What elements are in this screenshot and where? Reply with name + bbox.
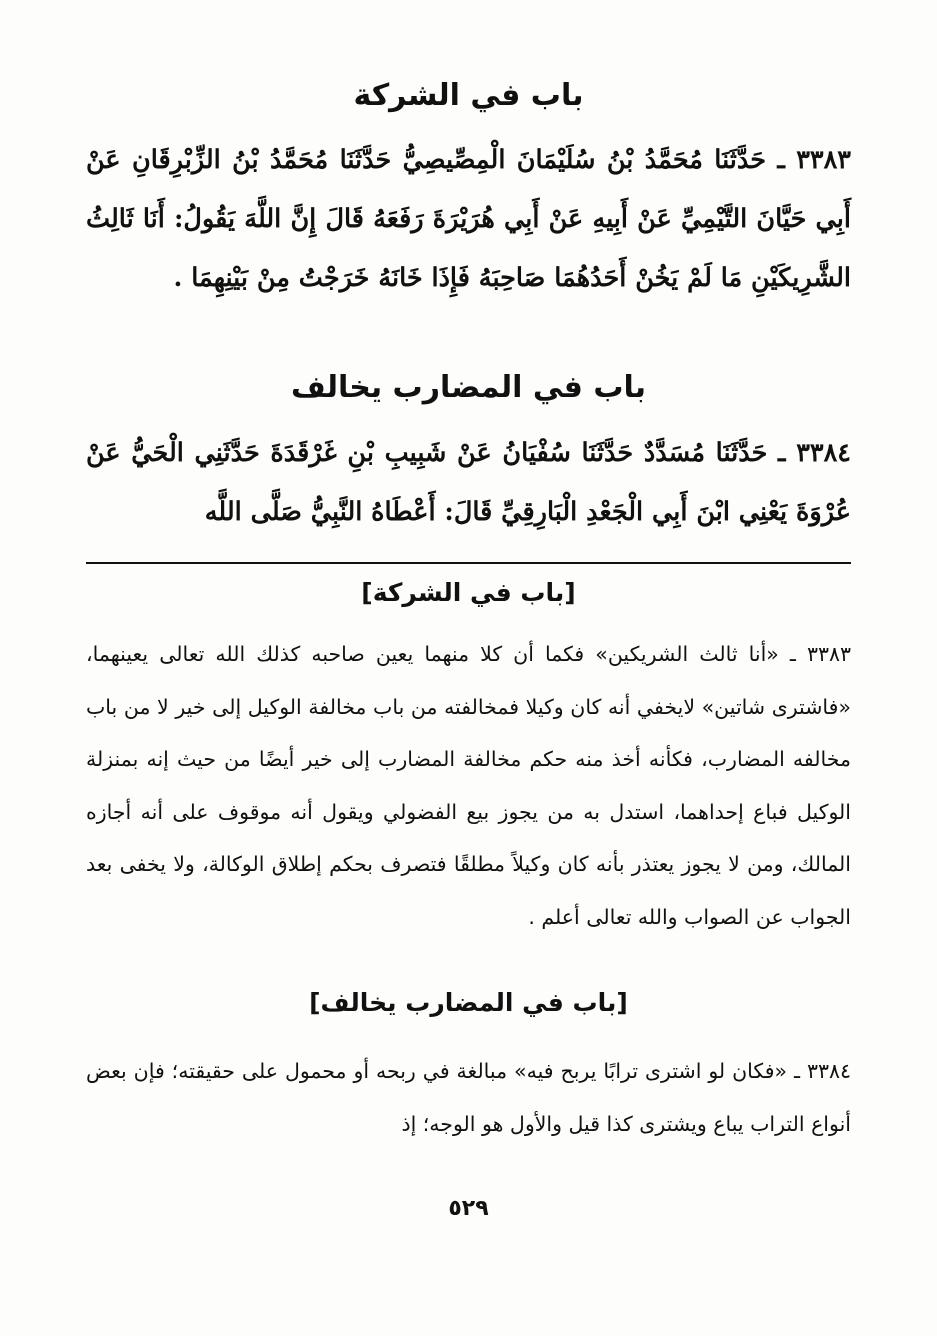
footnote-divider — [86, 562, 851, 564]
commentary-3384: ٣٣٨٤ ـ «فكان لو اشترى ترابًا يربح فيه» مبالغة في ربحه أو محمول على حقيقته؛ فإن بعض أنواع التراب يباع ويشترى كذا قيل والأول هو الوجه؛ إذ — [86, 1059, 851, 1136]
chapter-heading-partnership: باب في الشركة — [353, 78, 584, 113]
commentary-heading-partnership: [باب في الشركة] — [361, 578, 576, 607]
page-number: ٥٢٩ — [448, 1196, 489, 1221]
chapter-heading-mudarib: باب في المضارب يخالف — [290, 370, 647, 405]
commentary-3383: ٣٣٨٣ ـ «أنا ثالث الشريكين» فكما أن كلا منهما يعين صاحبه كذلك الله تعالى يعينهما، «فاشترى شاتين» لايخفي أنه كان وكيلا فمخالفته من باب مخالفة الوكيل إلى خير لا من باب مخالفه المضارب، فكأنه أخذ منه حكم مخالفة المضارب إلى خير أيضًا من حيث إنه بمنزلة الوكيل فباع إحداهما، استدل به من يجوز بيع الفضولي ويقول أنه موقوف على أنه أجازه المالك، ومن لا يجوز يعتذر بأنه كان وكيلاً مطلقًا فتصرف بحكم إطلاق الوكالة، ولا يخفى بعد الجواب عن الصواب والله تعالى أعلم . — [86, 642, 851, 929]
hadith-3383: ٣٣٨٣ ـ حَدَّثَنَا مُحَمَّدُ بْنُ سُلَيْمَانَ الْمِصِّيصِيُّ حَدَّثَنَا مُحَمَّدُ بْنُ الزِّبْرِقَانِ عَنْ أَبِي حَيَّانَ التَّيْمِيِّ عَنْ أَبِيهِ عَنْ أَبِي هُرَيْرَةَ رَفَعَهُ قَالَ إِنَّ اللَّهَ يَقُولُ: أَنَا ثَالِثُ الشَّرِيكَيْنِ مَا لَمْ يَخُنْ أَحَدُهُمَا صَاحِبَهُ فَإِذَا خَانَهُ خَرَجْتُ مِنْ بَيْنِهِمَا . — [86, 145, 851, 293]
commentary-heading-mudarib: [باب في المضارب يخالف] — [309, 988, 628, 1017]
hadith-3384: ٣٣٨٤ ـ حَدَّثَنَا مُسَدَّدٌ حَدَّثَنَا سُفْيَانُ عَنْ شَبِيبِ بْنِ غَرْقَدَةَ حَدَّثَنِي الْحَيُّ عَنْ عُرْوَةَ يَعْنِي ابْنَ أَبِي الْجَعْدِ الْبَارِقِيِّ قَالَ: أَعْطَاهُ النَّبِيُّ صَلَّى اللَّه — [86, 438, 851, 527]
